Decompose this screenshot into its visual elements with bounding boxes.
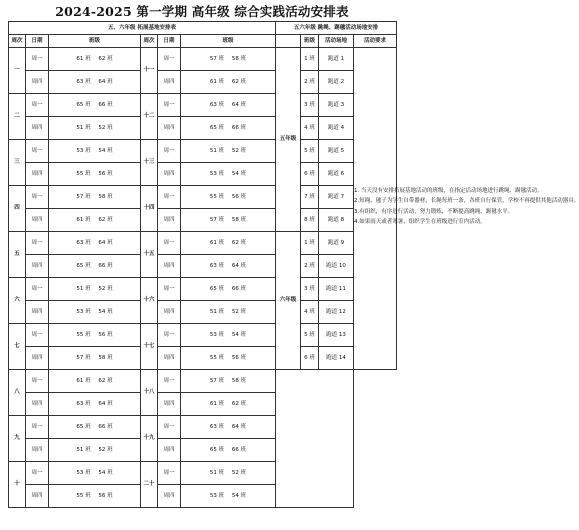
day-cell: 周四 (26, 117, 49, 140)
class-name: 52 班 (98, 446, 113, 453)
table-row (9, 117, 397, 140)
class-name: 62 班 (98, 216, 113, 223)
week-number: 十八 (141, 370, 158, 416)
class-name: 55 班 (76, 492, 91, 499)
class-name: 64 班 (231, 262, 247, 269)
class-name: 52 班 (231, 308, 247, 315)
week-number: 十 (9, 462, 26, 508)
week-number: 十三 (141, 140, 158, 186)
class-name: 58 班 (231, 377, 247, 384)
venue-name: 跑道 10 (319, 255, 354, 278)
class-name: 65 班 (76, 423, 91, 430)
class-pair-cell (49, 232, 141, 255)
table-row (9, 347, 397, 370)
week-number: 八 (9, 370, 26, 416)
class-name: 64 班 (98, 239, 113, 246)
date-header: 日期 (158, 35, 181, 48)
class-name: 61 班 (209, 78, 225, 85)
venue-class: 1 班 (301, 48, 319, 71)
day-cell: 周四 (158, 485, 181, 508)
class-name: 61 班 (76, 55, 91, 62)
class-name: 57 班 (209, 55, 225, 62)
class-name: 55 班 (76, 170, 91, 177)
class-pair-cell (181, 48, 276, 71)
day-cell: 周一 (26, 140, 49, 163)
venue-name: 跑道 9 (319, 232, 354, 255)
week-number: 二十 (141, 462, 158, 508)
class-pair-cell (49, 278, 141, 301)
day-cell: 周一 (158, 416, 181, 439)
class-name: 58 班 (231, 55, 247, 62)
class-pair-cell (49, 416, 141, 439)
table-row (9, 163, 397, 186)
class-header: 班级 (181, 35, 276, 48)
table-row (9, 140, 397, 163)
class-name: 51 班 (209, 147, 225, 154)
week-number: 十七 (141, 324, 158, 370)
table-row (9, 324, 397, 347)
section-header-row (9, 22, 397, 35)
venue-class: 4 班 (301, 301, 319, 324)
table-row (9, 209, 397, 232)
day-cell: 周一 (158, 186, 181, 209)
day-cell: 周一 (26, 370, 49, 393)
day-cell: 周四 (26, 163, 49, 186)
date-header: 日期 (26, 35, 49, 48)
class-name: 65 班 (209, 124, 225, 131)
day-cell: 周一 (158, 324, 181, 347)
class-pair-cell (49, 370, 141, 393)
week-header: 周次 (141, 35, 158, 48)
empty-venue-area (276, 370, 354, 508)
day-cell: 周一 (158, 370, 181, 393)
venue-class: 6 班 (301, 163, 319, 186)
day-cell: 周四 (26, 255, 49, 278)
class-pair-cell (181, 485, 276, 508)
class-name: 56 班 (98, 331, 113, 338)
table-row (9, 370, 397, 393)
class-name: 54 班 (98, 308, 113, 315)
class-name: 63 班 (76, 239, 91, 246)
class-name: 65 班 (76, 262, 91, 269)
class-name: 61 班 (76, 216, 91, 223)
class-pair-cell (49, 485, 141, 508)
grade6-label: 六年级 (276, 232, 301, 370)
schedule-table (8, 21, 579, 508)
week-number: 十二 (141, 94, 158, 140)
class-pair-cell (49, 163, 141, 186)
week-header: 周次 (9, 35, 26, 48)
venue-name: 跑道 3 (319, 94, 354, 117)
day-cell: 周四 (158, 209, 181, 232)
day-cell: 周四 (158, 439, 181, 462)
class-name: 55 班 (209, 354, 225, 361)
class-name: 62 班 (231, 239, 247, 246)
class-name: 66 班 (231, 285, 247, 292)
left-section-title: 五、六年级 拓展基地安排表 (9, 22, 276, 35)
day-cell: 周一 (26, 94, 49, 117)
day-cell: 周四 (26, 209, 49, 232)
day-cell: 周四 (158, 347, 181, 370)
table-row (9, 48, 397, 71)
class-name: 62 班 (231, 78, 247, 85)
class-name: 66 班 (231, 446, 247, 453)
venue-class: 5 班 (301, 140, 319, 163)
class-name: 65 班 (209, 446, 225, 453)
class-name: 63 班 (209, 101, 225, 108)
class-name: 54 班 (231, 170, 247, 177)
class-name: 57 班 (209, 216, 225, 223)
class-pair-cell (181, 347, 276, 370)
venue-name: 跑道 7 (319, 186, 354, 209)
class-pair-cell (49, 94, 141, 117)
venue-name: 跑道 12 (319, 301, 354, 324)
venue-class: 7 班 (301, 186, 319, 209)
day-cell: 周四 (158, 393, 181, 416)
class-name: 61 班 (209, 400, 225, 407)
day-cell: 周一 (26, 48, 49, 71)
class-name: 53 班 (76, 147, 91, 154)
class-header: 班级 (49, 35, 141, 48)
class-name: 53 班 (209, 492, 225, 499)
week-number: 十四 (141, 186, 158, 232)
day-cell: 周一 (158, 278, 181, 301)
grade-header (276, 35, 301, 48)
class-name: 65 班 (76, 101, 91, 108)
class-name: 63 班 (76, 78, 91, 85)
day-cell: 周四 (158, 117, 181, 140)
class-pair-cell (181, 370, 276, 393)
class-name: 51 班 (76, 124, 91, 131)
week-number: 三 (9, 140, 26, 186)
class-pair-cell (49, 462, 141, 485)
class-pair-cell (49, 301, 141, 324)
class-pair-cell (181, 117, 276, 140)
class-pair-cell (181, 94, 276, 117)
class-pair-cell (181, 416, 276, 439)
table-row (9, 301, 397, 324)
day-cell: 周一 (158, 94, 181, 117)
venue-header: 活动场地 (319, 35, 354, 48)
requirements-text (354, 48, 579, 370)
class-pair-cell (181, 71, 276, 94)
class-header: 班级 (301, 35, 319, 48)
requirements-header: 活动要求 (354, 35, 397, 48)
table-row (9, 94, 397, 117)
venue-name: 跑道 4 (319, 117, 354, 140)
venue-name: 跑道 1 (319, 48, 354, 71)
day-cell: 周四 (158, 301, 181, 324)
class-pair-cell (49, 439, 141, 462)
venue-name: 跑道 6 (319, 163, 354, 186)
class-name: 58 班 (98, 193, 113, 200)
class-pair-cell (181, 462, 276, 485)
day-cell: 周四 (158, 163, 181, 186)
class-name: 57 班 (76, 193, 91, 200)
class-name: 56 班 (231, 193, 247, 200)
class-name: 64 班 (231, 423, 247, 430)
class-name: 62 班 (98, 55, 113, 62)
class-name: 57 班 (209, 377, 225, 384)
column-header-row (9, 35, 397, 48)
day-cell: 周一 (26, 324, 49, 347)
class-pair-cell (181, 209, 276, 232)
class-name: 66 班 (231, 124, 247, 131)
day-cell: 周四 (26, 485, 49, 508)
week-number: 九 (9, 416, 26, 462)
day-cell: 周一 (158, 140, 181, 163)
day-cell: 周一 (26, 462, 49, 485)
table-row (9, 278, 397, 301)
class-name: 56 班 (98, 492, 113, 499)
week-number: 十一 (141, 48, 158, 94)
venue-class: 6 班 (301, 347, 319, 370)
class-pair-cell (49, 117, 141, 140)
class-name: 54 班 (231, 331, 247, 338)
class-name: 61 班 (209, 239, 225, 246)
class-pair-cell (181, 278, 276, 301)
class-name: 66 班 (98, 101, 113, 108)
class-name: 54 班 (231, 492, 247, 499)
venue-class: 5 班 (301, 324, 319, 347)
week-number: 二 (9, 94, 26, 140)
class-name: 63 班 (209, 262, 225, 269)
venue-class: 3 班 (301, 94, 319, 117)
day-cell: 周一 (158, 48, 181, 71)
requirement-item: 1. 当天没有安排拓展基地活动的班级，在指定活动场地进行跳绳、踢毽活动。 (354, 188, 543, 195)
venue-name: 跑道 14 (319, 347, 354, 370)
class-name: 62 班 (231, 400, 247, 407)
class-name: 57 班 (76, 354, 91, 361)
class-name: 53 班 (76, 469, 91, 476)
class-pair-cell (49, 209, 141, 232)
class-name: 65 班 (209, 285, 225, 292)
page-title: 2024-2025 第一学期 高年级 综合实践活动安排表 (55, 4, 349, 19)
week-number: 四 (9, 186, 26, 232)
class-pair-cell (49, 140, 141, 163)
day-cell: 周四 (158, 71, 181, 94)
class-name: 62 班 (98, 377, 113, 384)
class-name: 54 班 (98, 469, 113, 476)
class-pair-cell (49, 324, 141, 347)
class-name: 58 班 (98, 354, 113, 361)
class-pair-cell (49, 393, 141, 416)
class-pair-cell (49, 48, 141, 71)
class-name: 63 班 (209, 423, 225, 430)
class-name: 51 班 (209, 469, 225, 476)
day-cell: 周四 (26, 71, 49, 94)
class-name: 56 班 (98, 170, 113, 177)
class-name: 55 班 (76, 331, 91, 338)
week-number: 五 (9, 232, 26, 278)
table-row (9, 71, 397, 94)
venue-class: 4 班 (301, 117, 319, 140)
venue-name: 跑道 13 (319, 324, 354, 347)
grade5-label: 五年级 (276, 48, 301, 232)
class-pair-cell (181, 163, 276, 186)
week-number: 十六 (141, 278, 158, 324)
class-name: 51 班 (76, 446, 91, 453)
class-pair-cell (181, 232, 276, 255)
day-cell: 周四 (26, 301, 49, 324)
class-pair-cell (49, 186, 141, 209)
class-pair-cell (181, 301, 276, 324)
class-name: 53 班 (76, 308, 91, 315)
class-name: 54 班 (98, 147, 113, 154)
class-name: 51 班 (76, 285, 91, 292)
day-cell: 周四 (26, 393, 49, 416)
venue-class: 3 班 (301, 278, 319, 301)
class-name: 55 班 (209, 193, 225, 200)
class-name: 64 班 (231, 101, 247, 108)
venue-class: 1 班 (301, 232, 319, 255)
class-pair-cell (181, 186, 276, 209)
week-number: 十五 (141, 232, 158, 278)
week-number: 七 (9, 324, 26, 370)
week-number: 十九 (141, 416, 158, 462)
class-pair-cell (181, 140, 276, 163)
class-pair-cell (49, 347, 141, 370)
class-name: 53 班 (209, 331, 225, 338)
table-row (9, 186, 397, 209)
venue-class: 8 班 (301, 209, 319, 232)
class-name: 66 班 (98, 262, 113, 269)
class-pair-cell (181, 324, 276, 347)
day-cell: 周一 (26, 416, 49, 439)
class-name: 52 班 (231, 147, 247, 154)
class-name: 61 班 (76, 377, 91, 384)
week-number: 六 (9, 278, 26, 324)
class-name: 52 班 (231, 469, 247, 476)
table-row (9, 255, 397, 278)
venue-name: 跑道 5 (319, 140, 354, 163)
class-name: 58 班 (231, 216, 247, 223)
day-cell: 周四 (158, 255, 181, 278)
venue-name: 跑道 2 (319, 71, 354, 94)
requirement-item: 2.短绳、毽子为学生自带器材，长绳每班一条，各班自行保管，学校不再提供其他活动器具。 (354, 198, 579, 205)
requirement-item: 3.有组织，有序进行活动，努力锻炼，不断提高跳绳、踢毽水平。 (354, 208, 514, 215)
venue-name: 跑道 8 (319, 209, 354, 232)
class-name: 64 班 (98, 78, 113, 85)
class-name: 52 班 (98, 285, 113, 292)
venue-class: 2 班 (301, 71, 319, 94)
week-number: 一 (9, 48, 26, 94)
day-cell: 周一 (26, 278, 49, 301)
class-name: 52 班 (98, 124, 113, 131)
day-cell: 周四 (26, 439, 49, 462)
requirement-item: 4.如果雨天或者寒暑，组织学生在班级进行室内活动。 (354, 218, 486, 225)
right-section-title: 五六年级 跳绳、踢毽活动场地安排 (276, 22, 397, 35)
table-row (9, 232, 397, 255)
day-cell: 周一 (26, 186, 49, 209)
venue-name: 跑道 11 (319, 278, 354, 301)
class-pair-cell (181, 393, 276, 416)
class-name: 56 班 (231, 354, 247, 361)
class-pair-cell (49, 71, 141, 94)
class-pair-cell (181, 255, 276, 278)
class-name: 63 班 (76, 400, 91, 407)
class-pair-cell (181, 439, 276, 462)
class-name: 66 班 (98, 423, 113, 430)
class-name: 51 班 (209, 308, 225, 315)
class-name: 53 班 (209, 170, 225, 177)
venue-class: 2 班 (301, 255, 319, 278)
day-cell: 周一 (26, 232, 49, 255)
class-pair-cell (49, 255, 141, 278)
day-cell: 周一 (158, 232, 181, 255)
day-cell: 周一 (158, 462, 181, 485)
day-cell: 周四 (26, 347, 49, 370)
class-name: 64 班 (98, 400, 113, 407)
